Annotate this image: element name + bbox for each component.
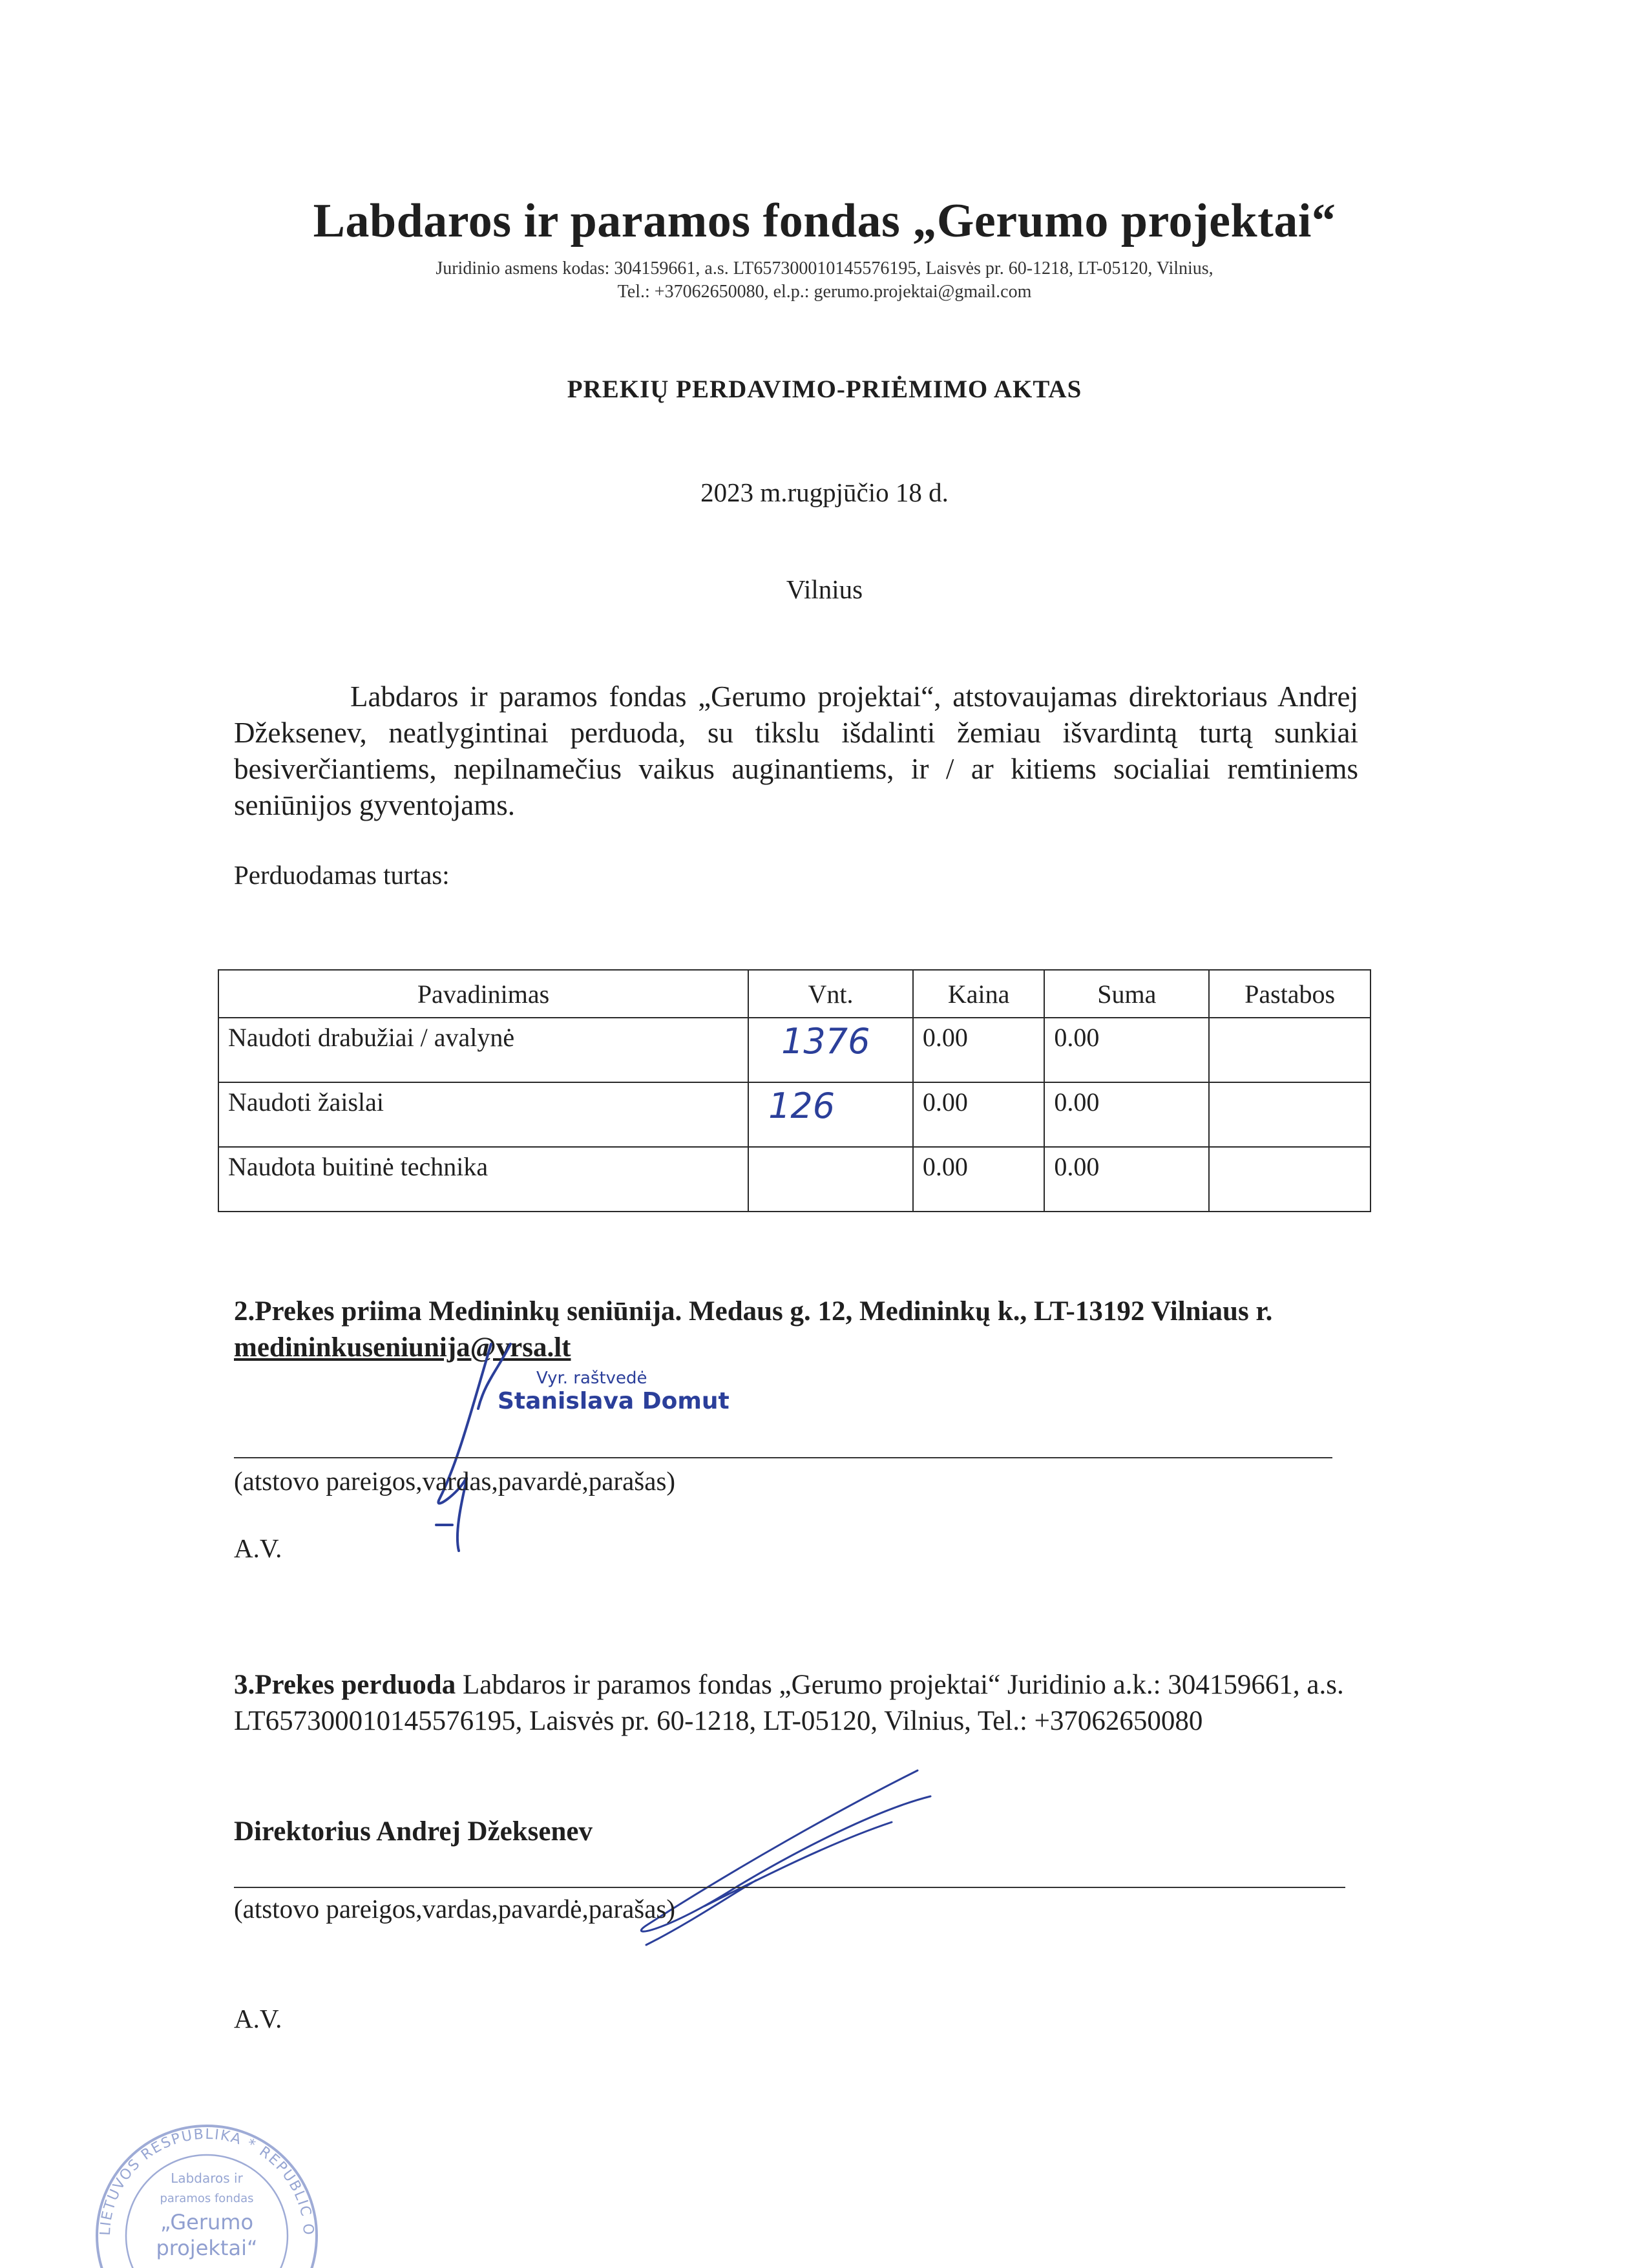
receiver-email: medininkuseniunija@vrsa.lt <box>234 1332 571 1363</box>
table-header-row <box>218 970 1371 1018</box>
receiver-signature-caption: (atstovo pareigos,vardas,pavardė,parašas) <box>234 1466 676 1496</box>
row-notes <box>1209 1018 1371 1082</box>
row-sum: 0.00 <box>1044 1082 1209 1147</box>
row-price: 0.00 <box>913 1018 1044 1082</box>
header-qty: Vnt. <box>748 970 913 1018</box>
seal-outer-text: LIETUVOS RESPUBLIKA * REPUBLIC OF LITHUANIA * VILNIUS * <box>78 2062 317 2237</box>
row-price: 0.00 <box>913 1147 1044 1212</box>
row-name: Naudota buitinė technika <box>218 1147 748 1212</box>
seal-inner-line1: Labdaros ir <box>171 2170 243 2186</box>
seal-inner-line4: projektai“ <box>156 2236 258 2260</box>
table-row <box>218 1018 1371 1082</box>
row-price: 0.00 <box>913 1082 1044 1147</box>
row-name: Naudoti žaislai <box>218 1082 748 1147</box>
giver-director: Direktorius Andrej Džeksenev <box>234 1816 593 1847</box>
giver-seal-place: A.V. <box>234 2004 282 2033</box>
table-row <box>218 1147 1371 1212</box>
seal-inner-line3: „Gerumo <box>160 2210 254 2234</box>
intro-text: Labdaros ir paramos fondas „Gerumo projektai“, atstovaujamas direktoriaus Andrej Džeksenev, neatlygintinai perduoda, su tikslu išdalinti žemiau išvardintą turtą sunkiai besiverčiantiems, nepilnamečius vaikus auginantiems, ir / ar kitiems socialiai remtiniems seniūnijos gyventojams. <box>234 680 1358 821</box>
assets-label: Perduodamas turtas: <box>234 860 450 890</box>
receiver-section <box>234 1294 1358 1366</box>
goods-table <box>218 969 1371 1212</box>
header-name: Pavadinimas <box>218 970 748 1018</box>
document-date: 2023 m.rugpjūčio 18 d. <box>700 478 949 507</box>
giver-signature <box>607 1758 943 1964</box>
row-sum: 0.00 <box>1044 1147 1209 1212</box>
stamp-position: Vyr. raštvedė <box>536 1369 647 1388</box>
header-price: Kaina <box>913 970 1044 1018</box>
organization-contacts: Tel.: +37062650080, el.p.: gerumo.projektai@gmail.com <box>617 282 1032 302</box>
organization-seal <box>78 2062 330 2268</box>
giver-signature-caption: (atstovo pareigos,vardas,pavardė,parašas) <box>234 1894 676 1924</box>
header-notes: Pastabos <box>1209 970 1371 1018</box>
row-qty <box>748 1147 913 1212</box>
row-name: Naudoti drabužiai / avalynė <box>218 1018 748 1082</box>
intro-paragraph <box>234 678 1358 823</box>
receiver-text: 2.Prekes priima Medininkų seniūnija. Medaus g. 12, Medininkų k., LT-13192 Vilniaus r. <box>234 1296 1273 1327</box>
document-title: PREKIŲ PERDAVIMO-PRIĖMIMO AKTAS <box>567 375 1082 403</box>
header-sum: Suma <box>1044 970 1209 1018</box>
giver-text: Labdaros ir paramos fondas „Gerumo projektai“ Juridinio a.k.: 304159661, a.s. LT657300010145576195, Laisvės pr. 60-1218, LT-05120, Vilnius, Tel.: +37062650080 <box>234 1670 1344 1736</box>
row-sum: 0.00 <box>1044 1018 1209 1082</box>
row-qty-handwritten: 126 <box>748 1082 913 1147</box>
table-row <box>218 1082 1371 1147</box>
row-notes <box>1209 1147 1371 1212</box>
giver-section <box>234 1667 1371 1739</box>
receiver-name-stamp <box>498 1369 730 1414</box>
receiver-seal-place: A.V. <box>234 1533 282 1563</box>
giver-label: 3.Prekes perduoda <box>234 1670 456 1700</box>
receiver-signature <box>414 1331 530 1564</box>
stamp-name: Stanislava Domut <box>498 1388 730 1414</box>
organization-details: Juridinio asmens kodas: 304159661, a.s. LT657300010145576195, Laisvės pr. 60-1218, LT-05120, Vilnius, <box>436 258 1213 278</box>
row-notes <box>1209 1082 1371 1147</box>
receiver-signature-line <box>234 1457 1332 1458</box>
seal-inner-line2: paramos fondas <box>160 2192 254 2205</box>
document-city: Vilnius <box>786 574 863 604</box>
row-qty-handwritten: 1376 <box>748 1018 913 1082</box>
giver-signature-line <box>234 1887 1345 1888</box>
organization-title: Labdaros ir paramos fondas „Gerumo projektai“ <box>313 194 1336 247</box>
